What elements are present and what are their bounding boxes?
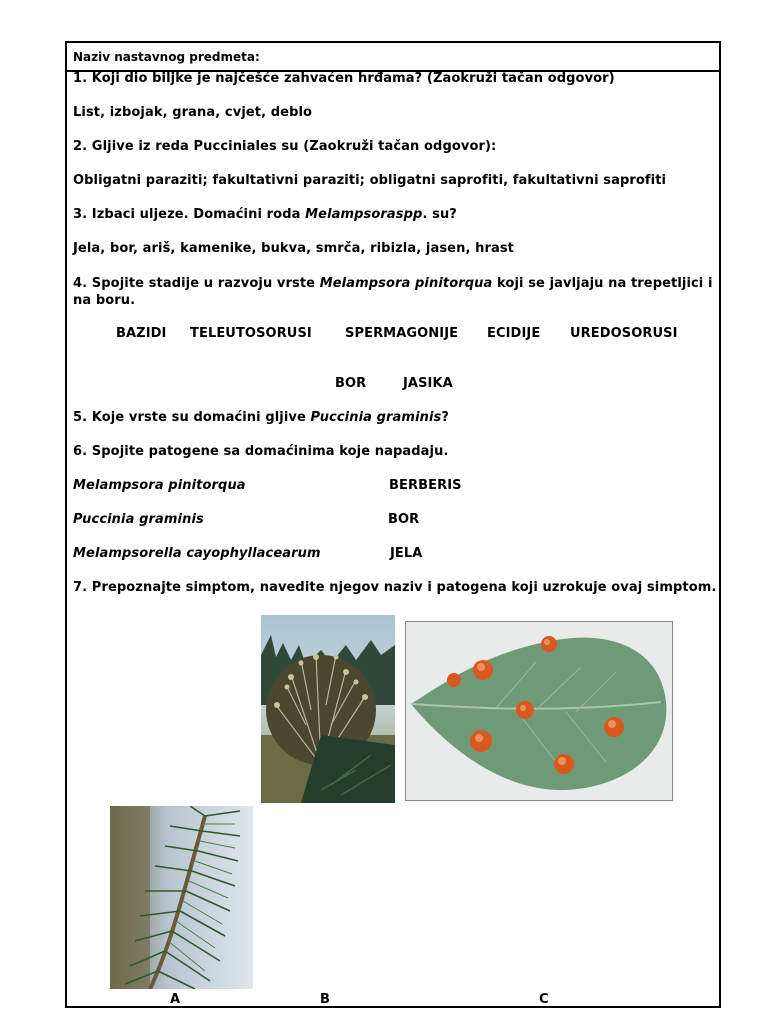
stage-label: UREDOSORUSI bbox=[570, 326, 678, 341]
stage-label: ECIDIJE bbox=[487, 326, 541, 341]
pathogen-name: Melampsora pinitorqua bbox=[73, 478, 246, 493]
photo-a-pine-shoot bbox=[110, 806, 253, 989]
caption-a: A bbox=[170, 992, 181, 1007]
q1-question: 1. Koji dio biljke je najčešće zahvaćen hrđama? (Zaokruži tačan odgovor) bbox=[73, 71, 615, 86]
q7-question: 7. Prepoznajte simptom, navedite njegov naziv i patogena koji uzrokuje ovaj simptom. bbox=[73, 580, 717, 595]
q5-question: 5. Koje vrste su domaćini gljive Puccinia graminis? bbox=[73, 410, 450, 425]
photo-b-pine-shrub bbox=[261, 615, 395, 803]
q2-options: Obligatni paraziti; fakultativni paraziti; obligatni saprofiti, fakultativni saprofiti bbox=[73, 173, 667, 188]
header-row bbox=[67, 43, 719, 72]
q6-question: 6. Spojite patogene sa domaćinima koje napadaju. bbox=[73, 444, 449, 459]
host-name: BOR bbox=[388, 512, 420, 527]
stage-label: BAZIDI bbox=[116, 326, 167, 341]
stage-label: SPERMAGONIJE bbox=[345, 326, 459, 341]
host-label: BOR bbox=[335, 376, 367, 391]
q3-options: Jela, bor, ariš, kamenike, bukva, smrča, ribizla, jasen, hrast bbox=[73, 241, 514, 256]
host-name: BERBERIS bbox=[389, 478, 462, 493]
pathogen-name: Puccinia graminis bbox=[73, 512, 204, 527]
host-name: JELA bbox=[390, 546, 423, 561]
q4-question: 4. Spojite stadije u razvoju vrste Melampsora pinitorqua koji se javljaju na trepetljici i na boru. bbox=[73, 276, 713, 308]
stage-label: TELEUTOSORUSI bbox=[190, 326, 312, 341]
pathogen-name: Melampsorella cayophyllacearum bbox=[73, 546, 321, 561]
caption-b: B bbox=[320, 992, 330, 1007]
caption-c: C bbox=[539, 992, 549, 1007]
subject-name-label: Naziv nastavnog predmeta: bbox=[73, 50, 260, 64]
q1-options: List, izbojak, grana, cvjet, deblo bbox=[73, 105, 313, 120]
q3-question: 3. Izbaci uljeze. Domaćini roda Melampsoraspp. su? bbox=[73, 207, 457, 222]
host-label: JASIKA bbox=[403, 376, 453, 391]
photo-c-rust-leaf bbox=[405, 621, 673, 801]
q2-question: 2. Gljive iz reda Pucciniales su (Zaokruži tačan odgovor): bbox=[73, 139, 497, 154]
